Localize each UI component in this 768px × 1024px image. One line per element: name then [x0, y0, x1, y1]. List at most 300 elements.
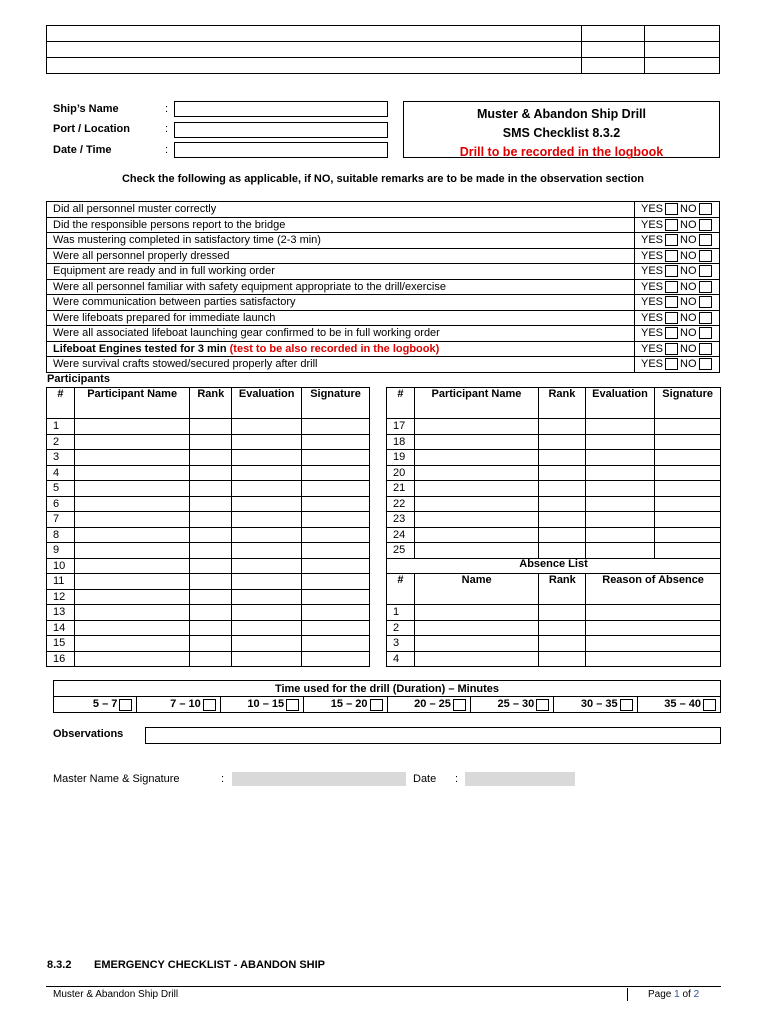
checklist-question	[47, 217, 635, 233]
entry-cell[interactable]	[302, 558, 370, 574]
duration-option[interactable]	[554, 697, 637, 713]
table-row	[387, 481, 721, 497]
absence-table	[386, 573, 721, 667]
yes-checkbox[interactable]	[665, 250, 678, 262]
row-number: 20	[387, 465, 415, 481]
duration-checkbox[interactable]	[453, 699, 466, 711]
entry-cell[interactable]	[539, 512, 586, 528]
header-cell[interactable]	[645, 42, 720, 58]
colon: :	[165, 123, 169, 135]
entry-cell[interactable]	[190, 636, 232, 652]
entry-cell[interactable]	[655, 496, 721, 512]
question-note: (test to be also recorded in the logbook)	[229, 342, 440, 355]
checklist-row	[47, 217, 720, 233]
table-row	[47, 636, 370, 652]
entry-cell[interactable]	[585, 465, 655, 481]
row-number: 23	[387, 512, 415, 528]
yes-no-cell	[635, 295, 720, 311]
form-title: Muster & Abandon Ship Drill	[477, 107, 646, 121]
entry-cell[interactable]	[539, 465, 586, 481]
table-row	[387, 620, 721, 636]
duration-label: 5 – 7	[92, 698, 118, 711]
entry-cell[interactable]	[232, 651, 302, 667]
table-row	[387, 512, 721, 528]
entry-cell[interactable]	[585, 419, 655, 435]
drill-checklist	[46, 201, 720, 373]
entry-cell[interactable]	[539, 543, 586, 559]
table-row	[387, 651, 721, 667]
entry-cell[interactable]	[414, 450, 538, 466]
row-number: 24	[387, 527, 415, 543]
entry-cell[interactable]	[585, 496, 655, 512]
participants-table-left	[46, 387, 370, 667]
checklist-question	[47, 233, 635, 249]
column-header: Evaluation	[585, 388, 655, 419]
entry-cell[interactable]	[655, 434, 721, 450]
column-header: Signature	[302, 388, 370, 419]
entry-cell[interactable]	[414, 543, 538, 559]
entry-cell[interactable]	[655, 450, 721, 466]
entry-cell[interactable]	[585, 450, 655, 466]
duration-option[interactable]	[470, 697, 553, 713]
checklist-row	[47, 233, 720, 249]
entry-cell[interactable]	[74, 589, 189, 605]
question-text: Were all personnel properly dressed	[53, 249, 230, 262]
entry-cell[interactable]	[414, 465, 538, 481]
entry-cell[interactable]	[232, 543, 302, 559]
entry-cell[interactable]	[232, 589, 302, 605]
yes-label: YES	[641, 234, 664, 247]
entry-cell[interactable]	[232, 512, 302, 528]
yes-checkbox[interactable]	[665, 358, 678, 370]
no-checkbox[interactable]	[699, 250, 712, 262]
entry-cell[interactable]	[74, 605, 189, 621]
row-number: 22	[387, 496, 415, 512]
page-total: 2	[693, 989, 700, 1000]
no-checkbox[interactable]	[699, 219, 712, 231]
entry-cell[interactable]	[190, 434, 232, 450]
entry-cell[interactable]	[232, 605, 302, 621]
no-label: NO	[680, 296, 697, 309]
colon: :	[455, 773, 459, 785]
entry-cell[interactable]	[302, 450, 370, 466]
entry-cell[interactable]	[539, 481, 586, 497]
entry-cell[interactable]	[190, 574, 232, 590]
question-text: Equipment are ready and in full working order	[53, 265, 275, 278]
question-text: Were all personnel familiar with safety equipment appropriate to the drill/exercise	[53, 280, 446, 293]
row-number: 21	[387, 481, 415, 497]
entry-cell[interactable]	[190, 543, 232, 559]
observations-label: Observations	[53, 728, 124, 740]
table-row	[47, 651, 370, 667]
table-row	[47, 481, 370, 497]
entry-cell[interactable]	[74, 651, 189, 667]
table-row	[47, 589, 370, 605]
entry-cell[interactable]	[302, 605, 370, 621]
entry-cell[interactable]	[539, 636, 586, 652]
column-header: Participant Name	[74, 388, 189, 419]
no-label: NO	[680, 203, 697, 216]
table-row	[47, 527, 370, 543]
entry-cell[interactable]	[655, 543, 721, 559]
date-field[interactable]	[465, 772, 575, 786]
participants-title: Participants	[47, 373, 110, 385]
no-checkbox[interactable]	[699, 281, 712, 293]
yes-no-cell	[635, 326, 720, 342]
no-label: NO	[680, 358, 697, 371]
entry-cell[interactable]	[190, 558, 232, 574]
entry-cell[interactable]	[539, 450, 586, 466]
entry-cell[interactable]	[539, 419, 586, 435]
yes-no-cell	[635, 264, 720, 280]
entry-cell[interactable]	[190, 527, 232, 543]
entry-cell[interactable]	[586, 651, 721, 667]
header-cell[interactable]	[582, 42, 645, 58]
table-row	[47, 434, 370, 450]
entry-cell[interactable]	[655, 512, 721, 528]
entry-cell[interactable]	[302, 434, 370, 450]
yes-no-cell	[635, 357, 720, 373]
row-number: 9	[47, 543, 75, 559]
entry-cell[interactable]	[74, 543, 189, 559]
no-checkbox[interactable]	[699, 265, 712, 277]
yes-label: YES	[641, 327, 664, 340]
header-cell[interactable]	[582, 58, 645, 74]
duration-checkbox[interactable]	[370, 699, 383, 711]
row-number: 18	[387, 434, 415, 450]
yes-checkbox[interactable]	[665, 219, 678, 231]
question-text: Were lifeboats prepared for immediate launch	[53, 311, 276, 324]
duration-title: Time used for the drill (Duration) – Minutes	[54, 681, 721, 697]
yes-no-cell	[635, 341, 720, 357]
entry-cell[interactable]	[539, 434, 586, 450]
entry-cell[interactable]	[74, 527, 189, 543]
column-header: Participant Name	[414, 388, 538, 419]
page-number: 1	[674, 989, 680, 1000]
date-time-label: Date / Time	[53, 144, 112, 156]
yes-label: YES	[641, 249, 664, 262]
entry-cell[interactable]	[302, 465, 370, 481]
entry-cell[interactable]	[539, 605, 586, 621]
entry-cell[interactable]	[232, 496, 302, 512]
yes-label: YES	[641, 296, 664, 309]
entry-cell[interactable]	[414, 527, 538, 543]
yes-no-cell	[635, 310, 720, 326]
table-row	[47, 496, 370, 512]
duration-option[interactable]	[637, 697, 720, 713]
checklist-question	[47, 202, 635, 218]
header-cell[interactable]	[47, 58, 582, 74]
table-row	[387, 465, 721, 481]
duration-option[interactable]	[54, 697, 137, 713]
row-number: 15	[47, 636, 75, 652]
table-row	[387, 496, 721, 512]
entry-cell[interactable]	[655, 527, 721, 543]
question-text: Did all personnel muster correctly	[53, 203, 217, 216]
entry-cell[interactable]	[74, 419, 189, 435]
entry-cell[interactable]	[190, 620, 232, 636]
entry-cell[interactable]	[414, 636, 539, 652]
entry-cell[interactable]	[539, 651, 586, 667]
yes-checkbox[interactable]	[665, 343, 678, 355]
entry-cell[interactable]	[302, 481, 370, 497]
no-label: NO	[680, 265, 697, 278]
entry-cell[interactable]	[74, 450, 189, 466]
logbook-notice: Drill to be recorded in the logbook	[459, 145, 664, 159]
checklist-question	[47, 310, 635, 326]
row-number: 8	[47, 527, 75, 543]
entry-cell[interactable]	[585, 527, 655, 543]
duration-checkbox[interactable]	[703, 699, 716, 711]
question-text: Did the responsible persons report to the bridge	[53, 218, 286, 231]
entry-cell[interactable]	[414, 496, 538, 512]
entry-cell[interactable]	[190, 481, 232, 497]
duration-checkbox[interactable]	[620, 699, 633, 711]
row-number: 1	[387, 605, 415, 621]
entry-cell[interactable]	[655, 419, 721, 435]
date-time-field[interactable]	[174, 142, 388, 158]
no-checkbox[interactable]	[699, 234, 712, 246]
entry-cell[interactable]	[585, 543, 655, 559]
entry-cell[interactable]	[190, 589, 232, 605]
entry-cell[interactable]	[302, 574, 370, 590]
row-number: 1	[47, 419, 75, 435]
duration-option[interactable]	[304, 697, 387, 713]
entry-cell[interactable]	[586, 605, 721, 621]
colon: :	[221, 773, 225, 785]
master-signature-field[interactable]	[232, 772, 406, 786]
entry-cell[interactable]	[74, 465, 189, 481]
duration-table	[53, 680, 721, 713]
yes-checkbox[interactable]	[665, 296, 678, 308]
table-row	[47, 620, 370, 636]
entry-cell[interactable]	[302, 527, 370, 543]
entry-cell[interactable]	[586, 620, 721, 636]
entry-cell[interactable]	[74, 574, 189, 590]
yes-checkbox[interactable]	[665, 234, 678, 246]
entry-cell[interactable]	[302, 620, 370, 636]
yes-label: YES	[641, 280, 664, 293]
entry-cell[interactable]	[585, 512, 655, 528]
instruction-text: Check the following as applicable, if NO, suitable remarks are to be made in the observation section	[121, 173, 645, 185]
duration-checkbox[interactable]	[536, 699, 549, 711]
checklist-question	[47, 264, 635, 280]
port-location-field[interactable]	[174, 122, 388, 138]
yes-checkbox[interactable]	[665, 281, 678, 293]
yes-checkbox[interactable]	[665, 327, 678, 339]
page-word: Page	[648, 989, 672, 1000]
entry-cell[interactable]	[302, 496, 370, 512]
yes-checkbox[interactable]	[665, 312, 678, 324]
entry-cell[interactable]	[414, 434, 538, 450]
table-row	[47, 465, 370, 481]
entry-cell[interactable]	[302, 419, 370, 435]
checklist-row	[47, 341, 720, 357]
entry-cell[interactable]	[190, 465, 232, 481]
row-number: 10	[47, 558, 75, 574]
column-header: #	[387, 574, 415, 605]
entry-cell[interactable]	[232, 465, 302, 481]
row-number: 3	[47, 450, 75, 466]
entry-cell[interactable]	[232, 558, 302, 574]
row-number: 16	[47, 651, 75, 667]
duration-checkbox[interactable]	[286, 699, 299, 711]
entry-cell[interactable]	[586, 636, 721, 652]
column-header: #	[47, 388, 75, 419]
title-box	[403, 101, 720, 158]
entry-cell[interactable]	[232, 574, 302, 590]
date-label: Date	[413, 773, 437, 785]
checklist-row	[47, 248, 720, 264]
yes-checkbox[interactable]	[665, 203, 678, 215]
entry-cell[interactable]	[74, 512, 189, 528]
table-row	[387, 527, 721, 543]
checklist-question	[47, 295, 635, 311]
entry-cell[interactable]	[190, 450, 232, 466]
footer-separator	[627, 988, 628, 1001]
participants-table-right	[386, 387, 721, 559]
duration-option[interactable]	[220, 697, 303, 713]
yes-label: YES	[641, 203, 664, 216]
duration-checkbox[interactable]	[119, 699, 132, 711]
observations-field[interactable]	[145, 727, 721, 744]
duration-label: 20 – 25	[414, 698, 451, 711]
entry-cell[interactable]	[302, 589, 370, 605]
checklist-row	[47, 264, 720, 280]
entry-cell[interactable]	[539, 620, 586, 636]
duration-option[interactable]	[387, 697, 470, 713]
entry-cell[interactable]	[585, 481, 655, 497]
entry-cell[interactable]	[585, 434, 655, 450]
duration-label: 25 – 30	[497, 698, 535, 711]
table-row	[47, 419, 370, 435]
entry-cell[interactable]	[302, 512, 370, 528]
colon: :	[165, 103, 169, 115]
entry-cell[interactable]	[414, 481, 538, 497]
checklist-row	[47, 202, 720, 218]
yes-no-cell	[635, 248, 720, 264]
entry-cell[interactable]	[74, 496, 189, 512]
no-label: NO	[680, 280, 697, 293]
entry-cell[interactable]	[74, 636, 189, 652]
yes-checkbox[interactable]	[665, 265, 678, 277]
row-number: 6	[47, 496, 75, 512]
entry-cell[interactable]	[655, 465, 721, 481]
entry-cell[interactable]	[190, 651, 232, 667]
header-cell[interactable]	[47, 42, 582, 58]
entry-cell[interactable]	[190, 605, 232, 621]
ship-name-field[interactable]	[174, 101, 388, 117]
table-row	[387, 419, 721, 435]
row-number: 25	[387, 543, 415, 559]
yes-no-cell	[635, 202, 720, 218]
header-cell[interactable]	[645, 58, 720, 74]
duration-label: 35 – 40	[664, 698, 701, 711]
no-checkbox[interactable]	[699, 296, 712, 308]
column-header: Signature	[655, 388, 721, 419]
entry-cell[interactable]	[74, 620, 189, 636]
entry-cell[interactable]	[302, 543, 370, 559]
no-checkbox[interactable]	[699, 312, 712, 324]
no-label: NO	[680, 249, 697, 262]
table-row	[47, 512, 370, 528]
entry-cell[interactable]	[655, 481, 721, 497]
checklist-row	[47, 310, 720, 326]
no-checkbox[interactable]	[699, 203, 712, 215]
checklist-row	[47, 326, 720, 342]
entry-cell[interactable]	[190, 512, 232, 528]
checklist-row	[47, 279, 720, 295]
no-checkbox[interactable]	[699, 343, 712, 355]
entry-cell[interactable]	[232, 636, 302, 652]
header-cell[interactable]	[582, 26, 645, 42]
no-checkbox[interactable]	[699, 358, 712, 370]
duration-label: 7 – 10	[170, 698, 201, 711]
yes-label: YES	[641, 218, 664, 231]
entry-cell[interactable]	[232, 620, 302, 636]
entry-cell[interactable]	[414, 620, 539, 636]
column-header: Evaluation	[232, 388, 302, 419]
section-title: EMERGENCY CHECKLIST - ABANDON SHIP	[94, 959, 326, 971]
master-signature-label: Master Name & Signature	[53, 773, 180, 785]
yes-label: YES	[641, 358, 664, 371]
entry-cell[interactable]	[190, 496, 232, 512]
row-number: 13	[47, 605, 75, 621]
entry-cell[interactable]	[232, 419, 302, 435]
row-number: 3	[387, 636, 415, 652]
entry-cell[interactable]	[74, 481, 189, 497]
header-cell[interactable]	[47, 26, 582, 42]
entry-cell[interactable]	[232, 481, 302, 497]
table-row	[387, 543, 721, 559]
table-row	[47, 574, 370, 590]
entry-cell[interactable]	[232, 527, 302, 543]
header-cell[interactable]	[645, 26, 720, 42]
entry-cell[interactable]	[302, 636, 370, 652]
yes-label: YES	[641, 342, 664, 355]
entry-cell[interactable]	[302, 651, 370, 667]
duration-label: 10 – 15	[247, 698, 285, 711]
port-location-label: Port / Location	[53, 123, 130, 135]
table-row	[47, 558, 370, 574]
entry-cell[interactable]	[232, 450, 302, 466]
column-header: Rank	[539, 388, 586, 419]
entry-cell[interactable]	[414, 651, 539, 667]
duration-option[interactable]	[137, 697, 220, 713]
entry-cell[interactable]	[539, 496, 586, 512]
entry-cell[interactable]	[414, 605, 539, 621]
entry-cell[interactable]	[74, 558, 189, 574]
entry-cell[interactable]	[539, 527, 586, 543]
entry-cell[interactable]	[74, 434, 189, 450]
footer-title: Muster & Abandon Ship Drill	[53, 989, 179, 1000]
entry-cell[interactable]	[232, 434, 302, 450]
row-number: 2	[47, 434, 75, 450]
row-number: 7	[47, 512, 75, 528]
table-row	[47, 450, 370, 466]
no-label: NO	[680, 342, 697, 355]
no-checkbox[interactable]	[699, 327, 712, 339]
row-number: 4	[387, 651, 415, 667]
row-number: 12	[47, 589, 75, 605]
entry-cell[interactable]	[414, 512, 538, 528]
duration-checkbox[interactable]	[203, 699, 216, 711]
entry-cell[interactable]	[190, 419, 232, 435]
entry-cell[interactable]	[414, 419, 538, 435]
column-header: Rank	[539, 574, 586, 605]
duration-label: 15 – 20	[330, 698, 368, 711]
checklist-question	[47, 341, 635, 357]
